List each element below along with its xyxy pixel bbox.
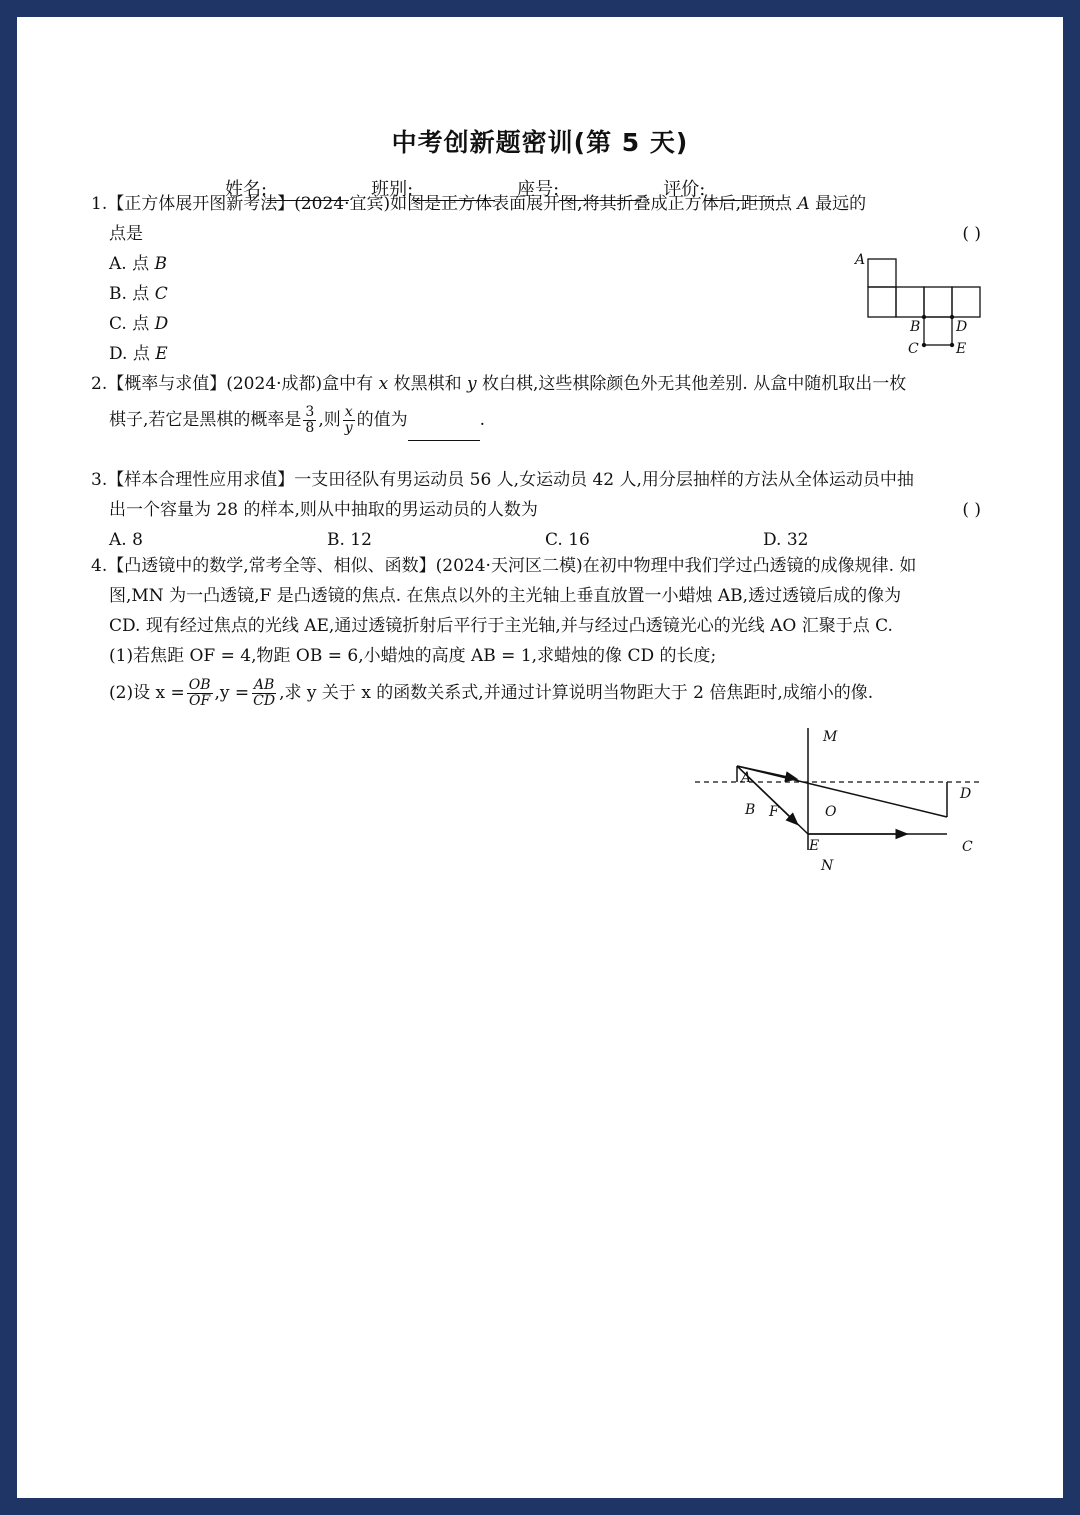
net-square <box>868 287 896 317</box>
name-field[interactable]: 姓名: <box>225 175 349 201</box>
fraction-x-y: $\frac{x}{y}$ <box>344 404 353 436</box>
net-square <box>924 317 952 345</box>
label-e: E <box>809 838 820 854</box>
class-field[interactable]: 班别: <box>371 175 495 201</box>
option-c[interactable]: C. 点 D <box>109 314 169 334</box>
question-2: 2.【概率与求值】(2024·成都)盒中有 x 枚黑棋和 y 枚白棋,这些棋除颜色外无其他差别. 从盒中随机取出一枚 棋子,若它是黑棋的概率是 $\frac{3}{8}$ ,则 $\frac{x}{y}$ 的值为 . <box>91 369 981 441</box>
option-b[interactable]: B. 点 C <box>109 284 168 304</box>
fraction-ob-of: $\frac{OB}{OF}$ <box>188 677 211 709</box>
answer-paren[interactable]: ( ) <box>962 224 981 244</box>
label-b: B <box>910 319 921 335</box>
label-f: F <box>769 804 779 820</box>
option-a[interactable]: A. 8 <box>109 530 143 550</box>
option-d[interactable]: D. 32 <box>763 530 809 550</box>
label-n: N <box>821 858 834 870</box>
net-square <box>896 287 924 317</box>
fraction-ab-cd: $\frac{AB}{CD}$ <box>253 677 276 709</box>
eval-field[interactable]: 评价: <box>663 175 787 201</box>
option-c[interactable]: C. 16 <box>545 530 590 550</box>
fraction-3-8: $\frac{3}{8}$ <box>305 404 315 436</box>
question-4-part-1: (1)若焦距 OF = 4,物距 OB = 6,小蜡烛的高度 AB = 1,求蜡烛的像 CD 的长度; <box>109 646 717 666</box>
answer-blank[interactable] <box>408 422 480 441</box>
net-square <box>868 259 896 287</box>
option-d[interactable]: D. 点 E <box>109 344 168 364</box>
seat-field[interactable]: 座号: <box>517 175 641 201</box>
option-a[interactable]: A. 点 B <box>109 254 167 274</box>
label-c: C <box>962 839 973 855</box>
label-m: M <box>823 729 838 745</box>
net-square <box>952 287 980 317</box>
vertex-e-dot <box>950 343 954 347</box>
label-b: B <box>745 802 756 818</box>
label-a: A <box>741 770 752 786</box>
cube-net-figure <box>850 250 985 370</box>
vertex-c-dot <box>922 343 926 347</box>
option-b[interactable]: B. 12 <box>327 530 372 550</box>
label-a: A <box>855 252 866 268</box>
question-4: 4.【凸透镜中的数学,常考全等、相似、函数】(2024·天河区二模)在初中物理中我们学过凸透镜的成像规律. 如 图,MN 为一凸透镜,F 是凸透镜的焦点. 在焦点以外的主光轴上垂直放置一小蜡烛 AB,透过透镜后成的像为 CD. 现有经过焦点的光线 AE,通过透镜折射后平行于主光轴,并与经过凸透镜光心的光线 AO 汇聚于点 C. (1)若焦距 OF = 4,物距 OB = 6,小蜡烛的高度 AB = 1,求蜡烛的像 CD 的长度; (2)设 x = $\frac{OB}{OF}$ ,y = $\frac{AB}{CD}$ ,求 y 关于 x 的函数关系式,并通过计算说明当物距大于 2 倍焦距时,成缩小的像. <box>91 551 981 715</box>
label-e: E <box>956 341 967 357</box>
question-3: 3.【样本合理性应用求值】一支田径队有男运动员 56 人,女运动员 42 人,用分层抽样的方法从全体运动员中抽 出一个容量为 28 的样本,则从中抽取的男运动员的人数为 ( ) A. 8 B. 12 C. 16 D. 32 <box>91 465 981 555</box>
vertex-d-dot <box>950 315 954 319</box>
vertex-b-dot <box>922 315 926 319</box>
label-d: D <box>960 786 972 802</box>
answer-paren[interactable]: ( ) <box>962 500 981 520</box>
question-1: 1.【正方体展开图新考法】(2024·宜宾)如图是正方体表面展开图,将其折叠成正方体后,距顶点 A 最远的 点是 ( ) A. 点 B B. 点 C C. 点 D D. 点 E <box>91 189 981 369</box>
label-d: D <box>956 319 968 335</box>
label-c: C <box>908 341 919 357</box>
page-title: 中考创新题密训(第 5 天) <box>391 128 689 157</box>
worksheet-page <box>17 17 1063 1498</box>
question-4-part-2: (2)设 x = $\frac{OB}{OF}$ ,y = $\frac{AB}{CD}$ ,求 y 关于 x 的函数关系式,并通过计算说明当物距大于 2 倍焦距时,成缩小的像. <box>109 677 874 709</box>
label-o: O <box>825 804 837 820</box>
lens-figure <box>687 710 987 870</box>
net-square <box>924 287 952 317</box>
